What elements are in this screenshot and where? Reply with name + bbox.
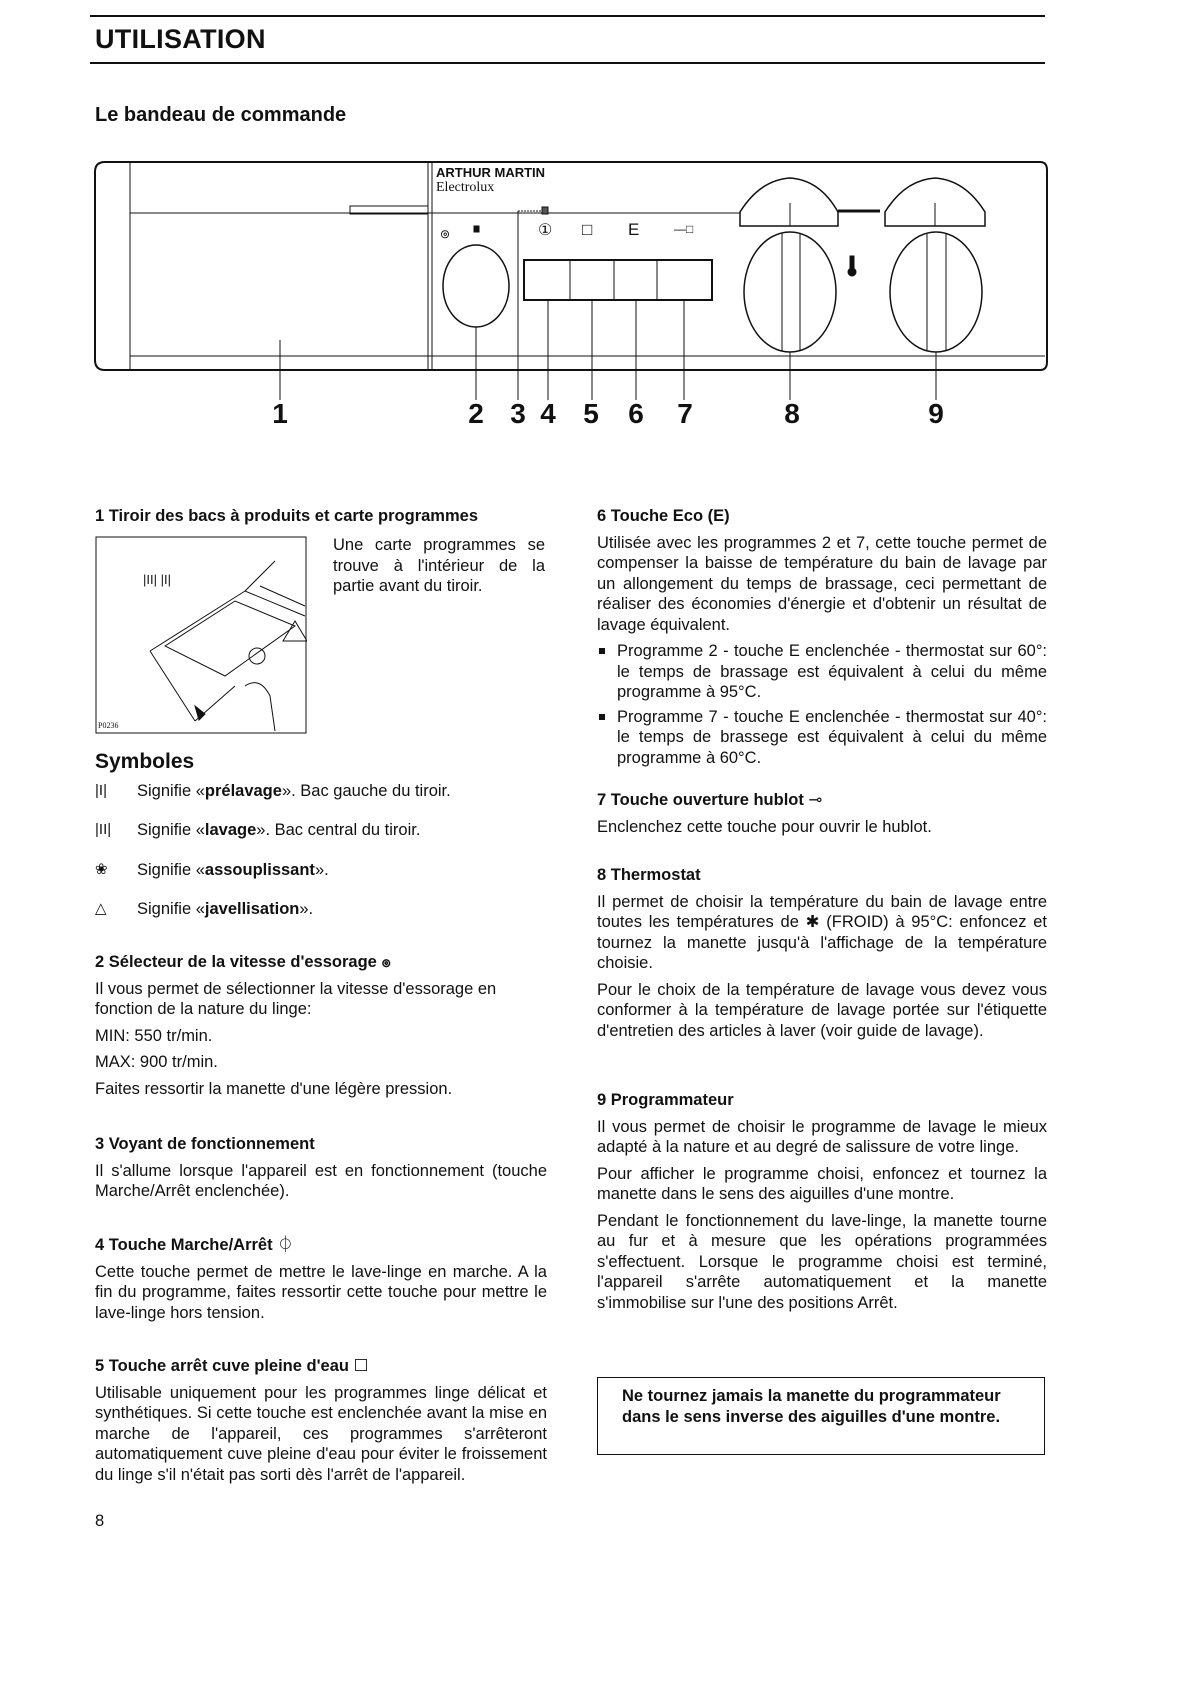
callout-9: 9 (928, 398, 944, 429)
section-heading: Le bandeau de commande (95, 104, 347, 126)
power-symbol-icon: ① (538, 222, 553, 239)
page-title: UTILISATION (95, 24, 266, 54)
symbols-title: Symboles (95, 750, 195, 773)
section-1-title: 1 Tiroir des bacs à produits et carte programmes (95, 507, 478, 525)
section-1 (95, 506, 547, 533)
callout-6: 6 (628, 398, 644, 429)
bleach-icon: △ (95, 900, 107, 917)
door-symbol-icon: —□ (674, 222, 694, 236)
section-1-text: Une carte programmes se trouve à l'intérieur de la partie avant du tiroir. (333, 536, 545, 595)
spin-icon: ၜ (381, 953, 391, 971)
svg-text:P0236: P0236 (98, 721, 119, 730)
symbol-wash: |II| Signifie «lavage». Bac central du tiroir. (95, 821, 421, 839)
svg-text:|II| |I|: |II| |I| (143, 572, 171, 587)
warning-box: Ne tournez jamais la manette du programmateur dans le sens inverse des aiguilles d'une montre. (597, 1377, 1045, 1455)
section-2: 2 Sélecteur de la vitesse d'essorage ၜ Il vous permet de sélectionner la vitesse d'essorage en fonction de la nature du linge: MIN: 550 tr/min. MAX: 900 tr/min. Faites ressortir la manette d'une légère pression. (95, 953, 497, 1098)
door-icon: ⊸ (808, 791, 823, 809)
section-2-title: 2 Sélecteur de la vitesse d'essorage (95, 953, 377, 971)
callout-2: 2 (468, 398, 484, 429)
symbols-section (95, 752, 547, 939)
rinse-hold-symbol-icon: □ (582, 220, 593, 239)
section-8: 8 Thermostat Il permet de choisir la température du bain de lavage entre toutes les températures de ✱ (FROID) à 95°C: enfoncez et tournez la manette jusqu'à l'affichage de la température choisie. Pour le choix de la température de lavage vous devez vous conformer à la température de lavage portée sur l'étiquette d'entretien des articles à laver (voir guide de lavage). (597, 866, 1047, 1040)
section-3: 3 Voyant de fonctionnement Il s'allume lorsque l'appareil est en fonctionnement (touche Marche/Arrêt enclenchée). (95, 1135, 547, 1200)
callout-3: 3 (510, 398, 526, 429)
rinse-hold-icon: ☐ (353, 1357, 369, 1375)
drawer-illustration (95, 536, 307, 734)
callout-4: 4 (540, 398, 556, 429)
prewash-icon: |I| (95, 781, 107, 799)
callout-5: 5 (583, 398, 599, 429)
power-icon: ⏀ (277, 1236, 294, 1254)
list-item: Programme 7 - touche E enclenchée - thermostat sur 40°: le temps de brassege est équivalent à celui du même programme à 60°C. (597, 707, 1047, 769)
callout-7: 7 (677, 398, 693, 429)
section-4: 4 Touche Marche/Arrêt ⏀ Cette touche permet de mettre le lave-linge en marche. A la fin du programme, faites ressortir cette touche pour mettre le lave-linge hors tension. (95, 1236, 547, 1322)
section-5: 5 Touche arrêt cuve pleine d'eau ☐ Utilisable uniquement pour les programmes linge délicat et synthétiques. Si cette touche est enclenchée avant la mise en marche de l'appareil, ces programmes s'arrêteront automatiquement cuve pleine d'eau pour éviter le froissement du linge s'il n'était pas sorti dès l'arrêt de l'appareil. (95, 1357, 547, 1484)
section-7: 7 Touche ouverture hublot ⊸ Enclenchez cette touche pour ouvrir le hublot. (597, 791, 932, 836)
page-number: 8 (95, 1512, 105, 1530)
list-item: Programme 2 - touche E enclenchée - thermostat sur 60°: le temps de brassage est équivalent à celui du même programme à 95°C. (597, 641, 1047, 703)
brand-sub: Electrolux (436, 180, 495, 195)
wash-icon: |II| (95, 821, 112, 838)
callout-1: 1 (272, 398, 288, 429)
symbol-prewash: |I| Signifie «prélavage». Bac gauche du tiroir. (95, 781, 451, 800)
symbol-bleach: △ Signifie «javellisation». (95, 900, 314, 918)
section-6: 6 Touche Eco (E) Utilisée avec les programmes 2 et 7, cette touche permet de compenser la baisse de température du bain de lavage par un allongement du temps de brassage, ceci permettant de réaliser des économies d'énergie et d'obtenir un résultat de lavage équivalent. Programme 2 - touche E enclenchée - thermostat sur 60°: le temps de brassage est équivalent à celui du même programme à 95°C. Programme 7 - touche E enclenchée - thermostat sur 40°: le temps de brassege est équivalent à celui du même programme à 60°C. (597, 507, 1047, 767)
section-9: 9 Programmateur Il vous permet de choisir le programme de lavage le mieux adapté à la nature et au degré de salissure de votre linge. Pour afficher le programme choisi, enfoncez et tournez la manette dans le sens des aiguilles d'une montre. Pendant le fonctionnement du lave-linge, la manette tourne au fur et à mesure que les opérations programmées s'effectuent. Lorsque le programme choisi est terminé, l'appareil s'arrête automatiquement et la manette s'immobilise sur l'une des positions Arrêt. (597, 1091, 1047, 1312)
brand-name: ARTHUR MARTIN (436, 165, 546, 180)
spin-icon: ၜ (440, 222, 451, 242)
symbol-softener: ❀ Signifie «assouplissant». (95, 860, 329, 879)
callout-8: 8 (784, 398, 800, 429)
softener-icon: ❀ (95, 860, 108, 878)
eco-symbol: E (628, 220, 640, 239)
